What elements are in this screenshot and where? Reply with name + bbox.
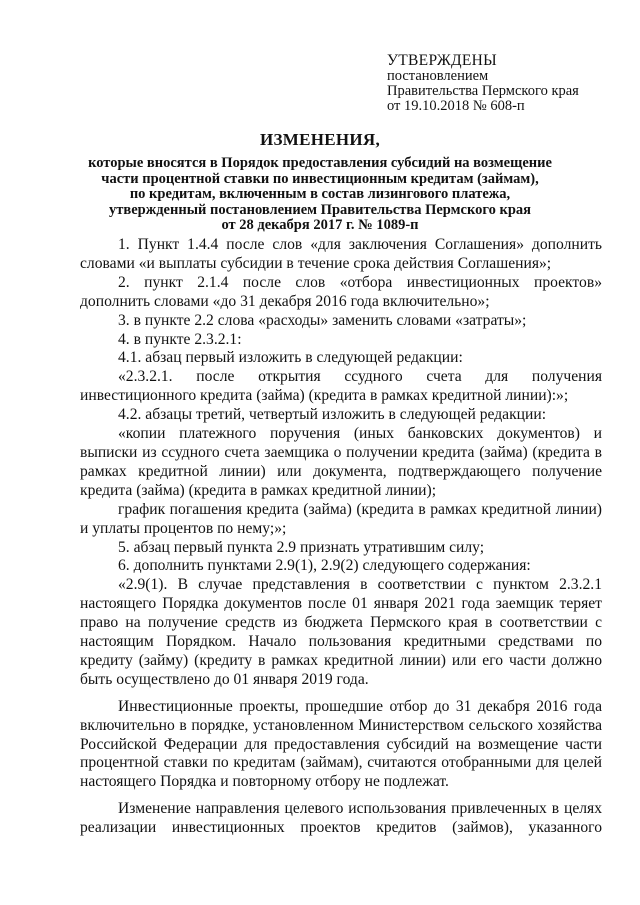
heading-line: от 28 декабря 2017 г. № 1089-п <box>221 217 419 233</box>
paragraph: 4. в пункте 2.3.2.1: <box>118 330 242 348</box>
approval-line: постановлением <box>387 68 489 84</box>
heading-line: по кредитам, включенным в состав лизингового платежа, <box>129 186 511 202</box>
heading-line: утвержденный постановлением Правительства Пермского края <box>109 201 531 218</box>
paragraph: 3. в пункте 2.2 слова «расходы» заменить словами «затраты»; <box>118 311 527 329</box>
approval-line: от 19.10.2018 № 608-п <box>387 98 525 114</box>
paragraph: график погашения кредита (займа) (кредита в рамках кредитной линии) и уплаты процентов по нему;»; <box>80 500 602 537</box>
document-title: ИЗМЕНЕНИЯ, <box>259 130 381 149</box>
paragraph: «2.9(1). В случае представления в соответствии с пунктом 2.3.2.1 настоящего Порядка документов после 01 января 2021 года заемщик теряет право на получение средств из бюджета Пермского края в соответствии с настоящим Порядком. Начало пользования кредитными средствами по кредиту (займу) (кредиту в рамках кредитной линии) или его части должно быть осуществлено до 01 января 2019 года. <box>80 576 602 688</box>
document-body <box>80 236 602 838</box>
paragraph: «копии платежного поручения (иных банковских документов) и выписки из ссудного счета заемщика о получении кредита (займа) (кредита в рамках кредитной линии) или документа, подтверждающего получение кредита (займа) (кредита в рамках кредитной линии); <box>80 425 602 499</box>
paragraph: 1. Пункт 1.4.4 после слов «для заключения Соглашения» дополнить словами «и выплаты субсидии в течение срока действия Соглашения»; <box>80 236 602 272</box>
document-heading <box>80 130 560 234</box>
approval-title: УТВЕРЖДЕНЫ <box>387 52 497 69</box>
paragraph: 4.1. абзац первый изложить в следующей редакции: <box>118 349 463 367</box>
heading-line: части процентной ставки по инвестиционным кредитам (займам), <box>101 170 539 187</box>
paragraph: 5. абзац первый пункта 2.9 признать утратившим силу; <box>118 538 485 556</box>
paragraph: 6. дополнить пунктами 2.9(1), 2.9(2) следующего содержания: <box>118 557 531 575</box>
paragraph: Изменение направления целевого использования привлеченных в целях реализации инвестиционных проектов кредитов (займов), указанного <box>80 800 602 837</box>
approval-line: Правительства Пермского края <box>387 83 579 99</box>
heading-line: которые вносятся в Порядок предоставления субсидий на возмещение <box>88 155 552 171</box>
paragraph: 2. пункт 2.1.4 после слов «отбора инвестиционных проектов» дополнить словами «до 31 декабря 2016 года включительно»; <box>80 273 602 310</box>
paragraph: 4.2. абзацы третий, четвертый изложить в следующей редакции: <box>118 406 547 424</box>
approval-stamp <box>387 52 627 114</box>
paragraph: Инвестиционные проекты, прошедшие отбор до 31 декабря 2016 года включительно в порядке, установленном Министерством сельского хозяйства Российской Федерации для предоставления субсидий на возмещение части процентной ставки по кредитам (займам), считаются отобранными для целей настоящего Порядка и повторному отбору не подлежат. <box>80 697 602 791</box>
paragraph: «2.3.2.1. после открытия ссудного счета для получения инвестиционного кредита (займа) (кредита в рамках кредитной линии):»; <box>80 368 602 405</box>
